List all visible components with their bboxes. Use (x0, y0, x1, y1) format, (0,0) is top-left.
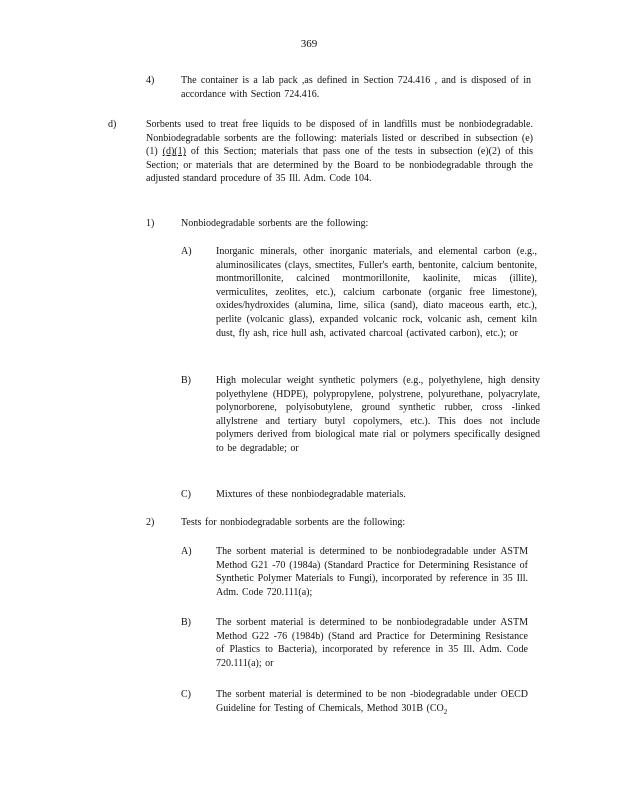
subsection-2-text: Tests for nonbiodegradable sorbents are the following: (181, 517, 406, 528)
subsection-2b-label: B) (181, 617, 191, 628)
item-d-underlined-reference: (d)(1) (162, 146, 186, 158)
subsection-1c-label: C) (181, 489, 191, 500)
item-d-text-before: Sorbents used to treat free liquids to be disposed of in landfills must be nonbiodegradable. Nonbiodegradable sorbents are the following: materials listed or described in subsection (e)(1) (146, 119, 533, 158)
subsection-2c-label: C) (181, 689, 191, 700)
co2-subscript: 2 (443, 707, 448, 716)
subsection-1-text: Nonbiodegradable sorbents are the following: (181, 218, 369, 229)
subsection-1-label: 1) (146, 218, 155, 229)
subsection-1b-label: B) (181, 375, 191, 386)
item-d-text-after: of this Section; materials that pass one of the tests in subsection (e)(2) of this Section; or materials that are determined by the Board to be nonbiodegradable through the adjusted standard procedure of 35 Ill. Adm. Code 104. (146, 146, 533, 185)
item-d-text (146, 118, 533, 186)
subsection-2c-body: The sorbent material is determined to be non -biodegradable under OECD Guideline for Testing of Chemicals, Method 301B (CO (216, 689, 528, 714)
subsection-1c-text: Mixtures of these nonbiodegradable materials. (216, 489, 406, 500)
subsection-2b-text: The sorbent material is determined to be nonbiodegradable under ASTM Method G22 -76 (1984b) (Stand ard Practice for Determining Resistance of Plastics to Bacteria), incorporated by reference in 35 Ill. Adm. Code 720.111(a); or (216, 617, 528, 669)
subsection-1a-text: Inorganic minerals, other inorganic materials, and elemental carbon (e.g., aluminosilicates (clays, smectites, Fuller's earth, bentonite, calcium bentonite, montmorillonite, calcined montmorillonite, kaolinite, micas (illite), vermiculites, zeolites, etc.), calcium carbonate (organic free limestone), oxides/hydroxides (alumina, lime, silica (sand), diato maceous earth, etc.), perlite (volcanic glass), expanded volcanic rock, volcanic ash, cement kiln dust, fly ash, rice hull ash, activated charcoal (activated carbon), etc.); or (216, 246, 537, 339)
subsection-1b-text: High molecular weight synthetic polymers (e.g., polyethylene, high density polyethylene (HDPE), polypropylene, polystrene, polyurethane, polyacrylate, polynorborene, polyisobutylene, ground synthetic rubber, cross -linked allylstrene and tertiary butyl copolymers, etc.). This does not include polymers derived from biological mate rial or polymers specifically designed to be degradable; or (216, 375, 540, 454)
subsection-2a-text: The sorbent material is determined to be nonbiodegradable under ASTM Method G21 -70 (1984a) (Standard Practice for Determining Resistance of Synthetic Polymer Materials to Fungi), incorporated by reference in 35 Ill. Adm. Code 720.111(a); (216, 546, 528, 598)
subsection-1a-label: A) (181, 246, 192, 257)
item-4-label: 4) (146, 75, 155, 86)
subsection-2c-text (216, 688, 528, 719)
item-4-text: The container is a lab pack ,as defined in Section 724.416 , and is disposed of in accordance with Section 724.416. (181, 75, 531, 100)
subsection-2-label: 2) (146, 517, 155, 528)
page-number: 369 (300, 38, 318, 50)
subsection-2a-label: A) (181, 546, 192, 557)
item-d-label: d) (108, 119, 117, 130)
